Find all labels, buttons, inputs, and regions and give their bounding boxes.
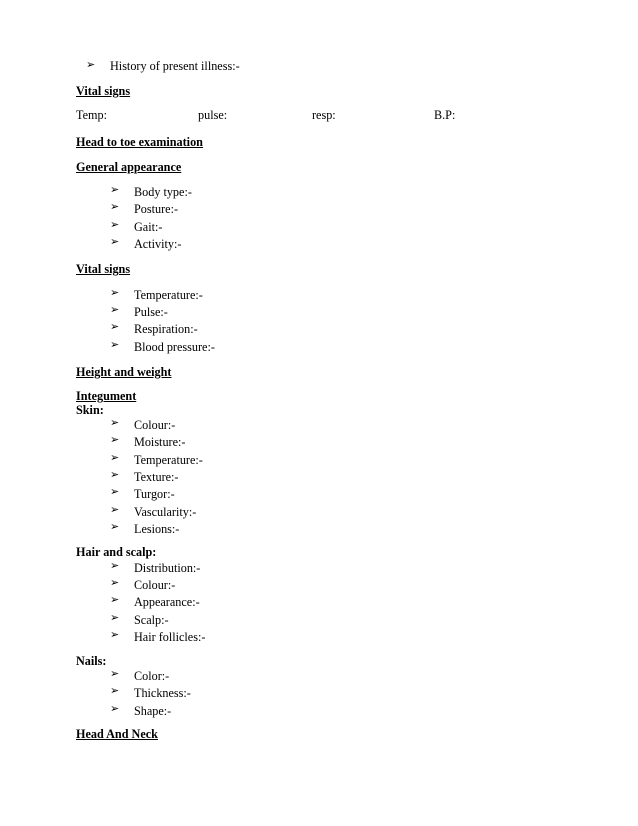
list-item-label: Thickness:-: [134, 686, 191, 701]
list-item: [110, 202, 568, 216]
bullet-arrow-icon: ➢: [110, 302, 120, 316]
vital-signs-list: [76, 285, 568, 355]
list-item-label: Vascularity:-: [134, 504, 197, 519]
list-item-label: Colour:-: [134, 417, 176, 432]
list-item-label: Lesions:-: [134, 522, 180, 537]
subheading-hair-and-scalp: Hair and scalp:: [76, 545, 157, 560]
list-item-label: Shape:-: [134, 703, 172, 718]
subheading-skin: Skin:: [76, 402, 104, 417]
list-item: [110, 415, 568, 432]
field-bp-label: B.P:: [434, 108, 456, 123]
list-item-label: Texture:-: [134, 469, 179, 484]
list-item-label: Hair follicles:-: [134, 630, 206, 645]
list-item-label: Scalp:-: [134, 612, 169, 627]
list-item-label: Turgor:-: [134, 487, 175, 502]
hair-and-scalp-list: [76, 558, 568, 645]
list-item: [110, 578, 568, 592]
heading-head-and-neck: Head And Neck: [76, 727, 158, 742]
skin-list: [76, 415, 568, 537]
list-item: [110, 558, 568, 575]
heading-height-and-weight: Height and weight: [76, 365, 172, 380]
heading-head-to-toe-examination: Head to toe examination: [76, 135, 203, 150]
list-item: [110, 666, 568, 683]
list-item-label: Blood pressure:-: [134, 339, 215, 354]
list-item-label: Activity:-: [134, 236, 182, 251]
bullet-arrow-icon: ➢: [110, 520, 120, 534]
subheading-nails: Nails:: [76, 653, 107, 668]
list-item: [110, 595, 568, 609]
list-item-label: Appearance:-: [134, 595, 200, 610]
list-item-label: Colour:-: [134, 578, 176, 593]
list-item-label: Body type:-: [134, 184, 192, 199]
list-item-label: Pulse:-: [134, 304, 168, 319]
bullet-arrow-icon: ➢: [110, 593, 120, 607]
bullet-arrow-icon: ➢: [110, 200, 120, 214]
list-item: [110, 234, 568, 251]
bullet-arrow-icon: ➢: [110, 558, 120, 572]
list-item-label: Temperature:-: [134, 452, 203, 467]
bullet-arrow-icon: ➢: [110, 485, 120, 499]
list-item-label: Temperature:-: [134, 287, 203, 302]
bullet-arrow-icon: ➢: [110, 433, 120, 447]
bullet-arrow-icon: ➢: [110, 450, 120, 464]
field-temp-label: Temp:: [76, 108, 107, 123]
history-of-present-illness-item: [76, 60, 568, 72]
list-item: [110, 337, 568, 354]
list-item: [110, 435, 568, 449]
bullet-arrow-icon: ➢: [110, 576, 120, 590]
list-item: [110, 217, 568, 234]
bullet-arrow-icon: ➢: [110, 701, 120, 715]
bullet-arrow-icon: ➢: [110, 415, 120, 429]
list-item: [110, 686, 568, 700]
bullet-arrow-icon: ➢: [110, 628, 120, 642]
vital-signs-fields-row: [76, 109, 568, 124]
list-item: [110, 630, 568, 644]
list-item: [110, 701, 568, 718]
bullet-arrow-icon: ➢: [110, 684, 120, 698]
bullet-arrow-icon: ➢: [110, 234, 120, 248]
list-item: [110, 467, 568, 484]
list-item-label: Distribution:-: [134, 560, 201, 575]
heading-vital-signs: Vital signs: [76, 262, 131, 277]
bullet-arrow-icon: ➢: [110, 320, 120, 334]
list-item-label: Respiration:-: [134, 322, 198, 337]
list-item-label: Posture:-: [134, 202, 179, 217]
bullet-arrow-icon: ➢: [110, 337, 120, 351]
field-resp-label: resp:: [312, 108, 336, 123]
bullet-arrow-icon: ➢: [110, 217, 120, 231]
bullet-arrow-icon: ➢: [110, 502, 120, 516]
list-item: [110, 502, 568, 519]
list-item-label: Color:-: [134, 668, 170, 683]
list-item: [110, 487, 568, 501]
list-item: [110, 610, 568, 627]
nails-list: [76, 666, 568, 718]
list-item-label: Moisture:-: [134, 435, 186, 450]
bullet-arrow-icon: ➢: [110, 285, 120, 299]
heading-integument: Integument: [76, 389, 137, 404]
list-item: [110, 302, 568, 319]
list-item: [110, 182, 568, 199]
general-appearance-list: [76, 182, 568, 252]
bullet-arrow-icon: ➢: [110, 666, 120, 680]
history-of-present-illness-label: History of present illness:-: [110, 59, 240, 73]
heading-general-appearance: General appearance: [76, 159, 182, 174]
bullet-arrow-icon: ➢: [110, 182, 120, 196]
list-item: [110, 322, 568, 336]
list-item-label: Gait:-: [134, 219, 163, 234]
list-item: [110, 522, 568, 536]
list-item: [110, 285, 568, 302]
bullet-arrow-icon: ➢: [110, 610, 120, 624]
bullet-arrow-icon: ➢: [86, 58, 96, 71]
bullet-arrow-icon: ➢: [110, 467, 120, 481]
field-pulse-label: pulse:: [198, 108, 228, 123]
heading-vital-signs-top: Vital signs: [76, 84, 131, 99]
document-body: [76, 60, 568, 740]
list-item: [110, 450, 568, 467]
